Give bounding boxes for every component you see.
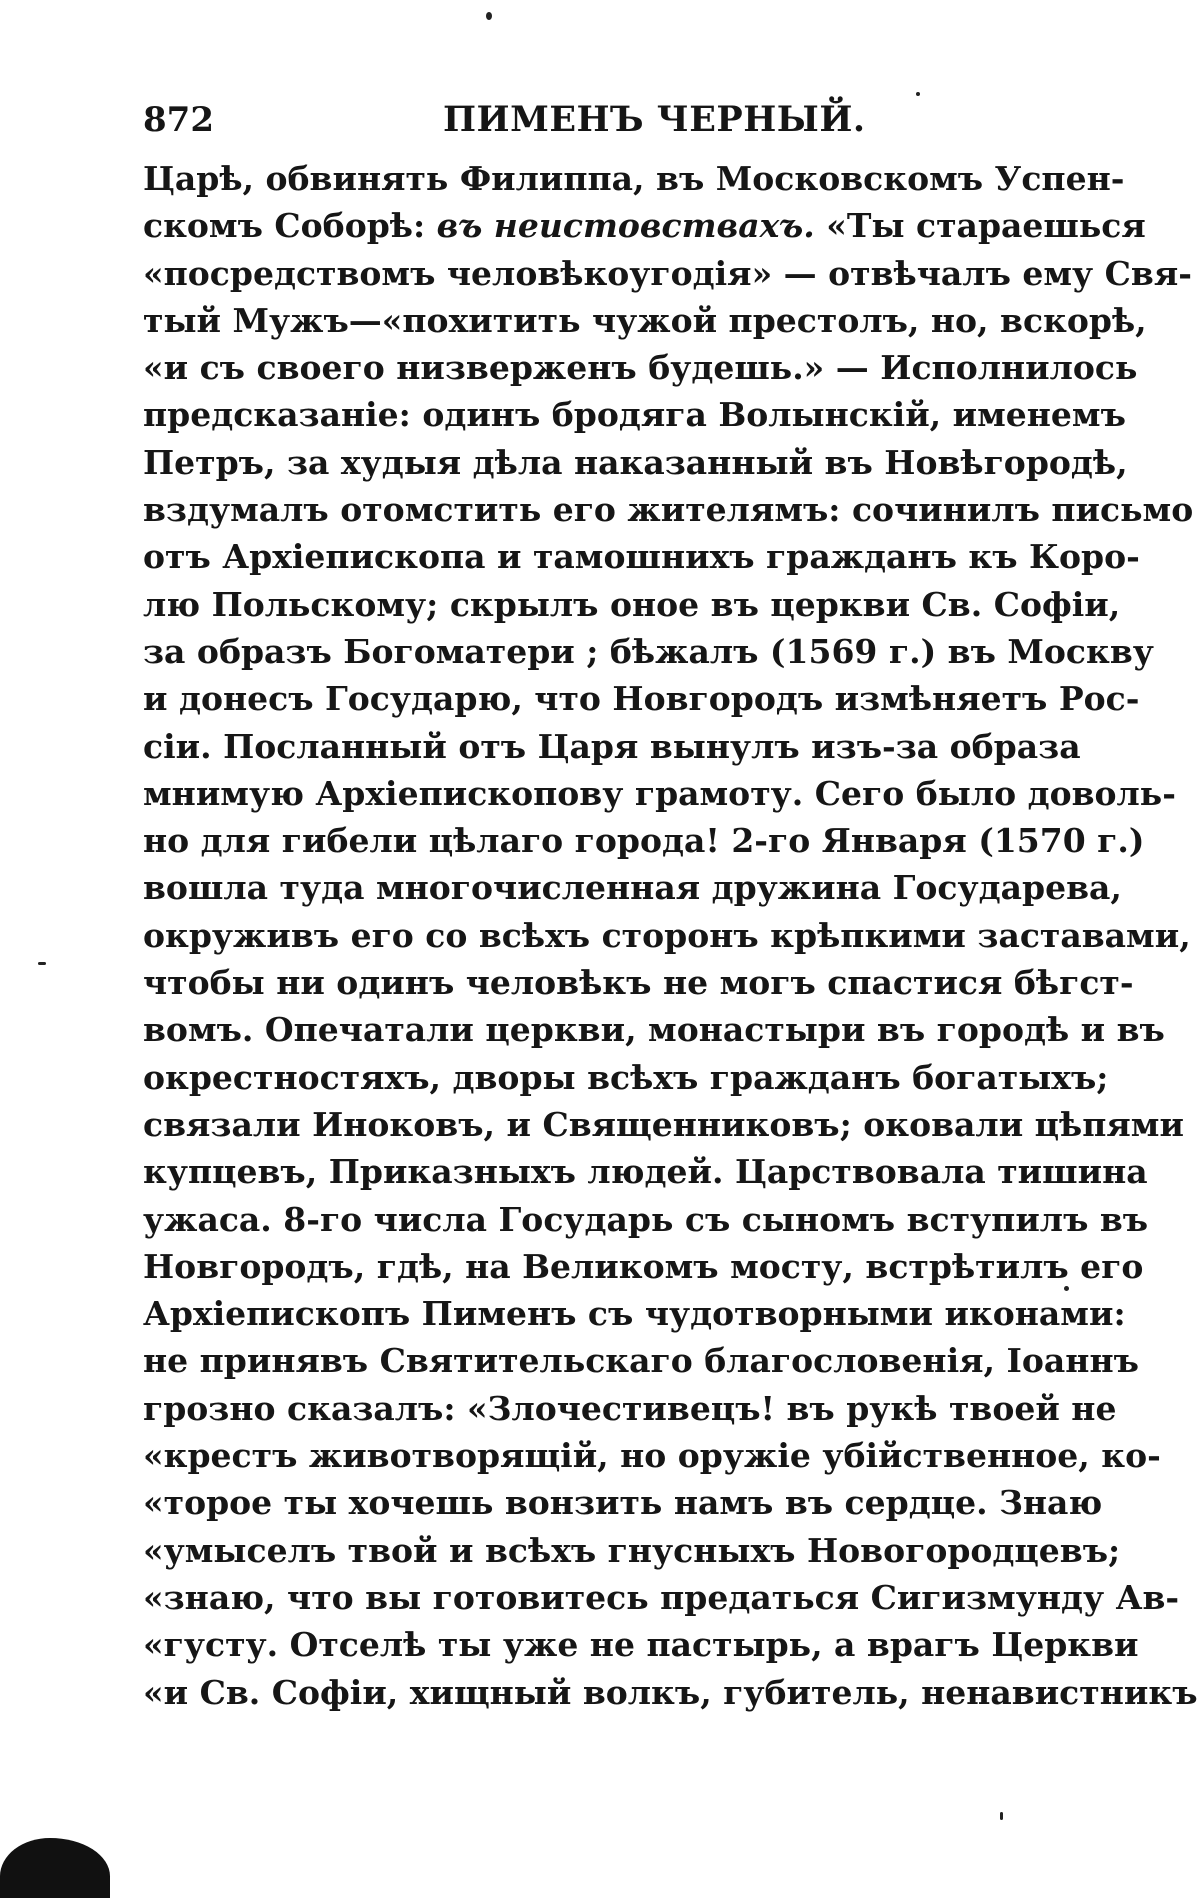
text-line: вздумалъ отомстить его жителямъ: сочинилъ письмо: [143, 490, 1194, 530]
text-line: связали Иноковъ, и Священниковъ; оковали цѣпями: [143, 1104, 1184, 1144]
text-line: «крестъ животворящій, но оружіе убійственное, ко-: [143, 1436, 1161, 1476]
text-line: «умыселъ твой и всѣхъ гнусныхъ Новогородцевъ;: [143, 1530, 1121, 1570]
text-line: грозно сказалъ: «Злочестивецъ! въ рукѣ твоей не: [143, 1388, 1117, 1428]
text-line: «и Св. Софіи, хищный волкъ, губитель, ненавистникъ: [143, 1672, 1198, 1712]
ink-speck: [38, 962, 46, 965]
running-title: ПИМЕНЪ ЧЕРНЫЙ.: [443, 99, 866, 140]
text-line: Архіепископъ Пименъ съ чудотворными иконами:: [143, 1294, 1126, 1334]
text-line: тый Мужъ—«похитить чужой престолъ, но, вскорѣ,: [143, 300, 1147, 340]
text-line: купцевъ, Приказныхъ людей. Царствовала тишина: [143, 1152, 1148, 1192]
ink-speck: [1000, 1812, 1003, 1820]
italic-phrase: въ неистовствахъ.: [436, 206, 815, 246]
text-line: «и съ своего низверженъ будешь.» — Исполнилось: [143, 348, 1138, 388]
page-header: [143, 98, 1053, 142]
text-line: окрестностяхъ, дворы всѣхъ гражданъ богатыхъ;: [143, 1057, 1109, 1097]
text-line: Царѣ, обвинять Филиппа, въ Московскомъ Успен-: [143, 159, 1125, 198]
text-line: и донесъ Государю, что Новгородъ измѣняетъ Рос-: [143, 679, 1140, 719]
text-line: «торое ты хочешь вонзить намъ въ сердце. Знаю: [143, 1483, 1103, 1523]
text-line: «знаю, что вы готовитесь предаться Сигизмунду Ав-: [143, 1577, 1180, 1617]
ink-speck: [916, 92, 920, 96]
page-number: 872: [143, 100, 214, 140]
body-text: [143, 155, 1198, 1716]
ink-speck: [1064, 1286, 1069, 1291]
scan-thumb-shadow: [0, 1838, 110, 1898]
text-line: отъ Архіепископа и тамошнихъ гражданъ къ Коро-: [143, 537, 1140, 577]
text-line: вомъ. Опечатали церкви, монастыри въ городѣ и въ: [143, 1010, 1165, 1050]
text-segment: «Ты стараешься: [814, 206, 1146, 246]
text-line: мнимую Архіепископову грамоту. Сего было доволь-: [143, 773, 1176, 813]
text-line: Новгородъ, гдѣ, на Великомъ мосту, встрѣтилъ его: [143, 1246, 1144, 1286]
text-line: не принявъ Святительскаго благословенія, Іоаннъ: [143, 1341, 1139, 1381]
text-line: за образъ Богоматери ; бѣжалъ (1569 г.) въ Москву: [143, 631, 1154, 671]
text-line: чтобы ни одинъ человѣкъ не могъ спастися бѣгст-: [143, 963, 1134, 1003]
text-line: Петръ, за худыя дѣла наказанный въ Новѣгородѣ,: [143, 442, 1128, 482]
text-line: «посредствомъ человѣкоугодія» — отвѣчалъ ему Свя-: [143, 253, 1192, 293]
text-line: ужаса. 8-го числа Государь съ сыномъ вступилъ въ: [143, 1199, 1149, 1239]
text-line: лю Польскому; скрылъ оное въ церкви Св. Софіи,: [143, 584, 1121, 624]
text-line: [143, 202, 1146, 249]
ink-speck: [486, 12, 492, 20]
text-segment: скомъ Соборѣ:: [143, 206, 437, 246]
text-line: вошла туда многочисленная дружина Государева,: [143, 868, 1122, 908]
text-line: но для гибели цѣлаго города! 2-го Января (1570 г.): [143, 821, 1145, 861]
text-line: «густу. Отселѣ ты уже не пастырь, а врагъ Церкви: [143, 1625, 1139, 1665]
text-line: окруживъ его со всѣхъ сторонъ крѣпкими заставами,: [143, 915, 1191, 955]
text-line: предсказаніе: одинъ бродяга Волынскій, именемъ: [143, 395, 1126, 435]
text-line: сіи. Посланный отъ Царя вынулъ изъ-за образа: [143, 726, 1081, 766]
